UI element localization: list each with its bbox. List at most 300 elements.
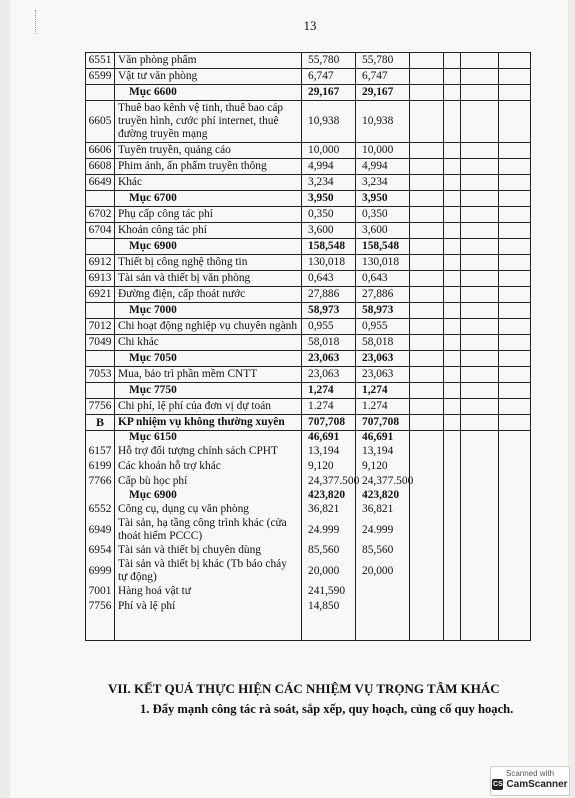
value-cell-1: 14,850 [302, 599, 356, 614]
value-cell-2: 6,747 [356, 69, 410, 85]
name-cell: Chi hoạt động nghiệp vụ chuyên ngành [115, 319, 302, 335]
empty-cell [461, 143, 499, 159]
empty-cell [410, 223, 444, 239]
code-cell [86, 351, 115, 367]
value-cell-2: 4,994 [356, 159, 410, 175]
code-cell: 6913 [86, 271, 115, 287]
empty-cell [461, 383, 499, 399]
empty-cell [461, 614, 499, 641]
empty-cell [410, 474, 444, 489]
empty-cell [461, 287, 499, 303]
empty-cell [499, 614, 531, 641]
value-cell-2: 0,955 [356, 319, 410, 335]
table-row [86, 319, 531, 335]
empty-cell [444, 271, 461, 287]
empty-cell [461, 431, 499, 445]
table-row [86, 367, 531, 383]
empty-cell [410, 399, 444, 415]
name-cell: Tài sản và thiết bị văn phòng [115, 271, 302, 287]
code-cell: 6954 [86, 543, 115, 558]
empty-cell [499, 85, 531, 101]
empty-cell [499, 143, 531, 159]
empty-cell [499, 599, 531, 614]
value-cell-2: 1.274 [356, 399, 410, 415]
value-cell-2: 158,548 [356, 239, 410, 255]
table-row [86, 159, 531, 175]
table-row [86, 85, 531, 101]
name-cell: Phim ảnh, ấn phẩm truyền thông [115, 159, 302, 175]
empty-cell [410, 351, 444, 367]
value-cell-1: 85,560 [302, 543, 356, 558]
empty-cell [444, 239, 461, 255]
name-cell: Chi khác [115, 335, 302, 351]
name-cell: Hỗ trợ đối tượng chính sách CPHT [115, 444, 302, 459]
value-cell-1: 20,000 [302, 558, 356, 584]
value-cell-2: 36,821 [356, 502, 410, 517]
empty-cell [444, 85, 461, 101]
value-cell-1: 58,973 [302, 303, 356, 319]
value-cell-1: 29,167 [302, 85, 356, 101]
empty-cell [499, 271, 531, 287]
empty-cell [444, 159, 461, 175]
table-row [86, 271, 531, 287]
name-cell: Mục 6700 [115, 191, 302, 207]
empty-cell [410, 431, 444, 445]
empty-cell [499, 383, 531, 399]
value-cell-2: 20,000 [356, 558, 410, 584]
value-cell-2: 58,973 [356, 303, 410, 319]
empty-cell [499, 191, 531, 207]
empty-cell [444, 444, 461, 459]
value-cell-1: 423,820 [302, 489, 356, 502]
value-cell-1: 10,938 [302, 101, 356, 143]
name-cell: Mục 7000 [115, 303, 302, 319]
name-cell: Thiết bị công nghệ thông tin [115, 255, 302, 271]
name-cell: Hàng hoá vật tư [115, 584, 302, 599]
empty-cell [499, 474, 531, 489]
table-row [86, 474, 531, 489]
empty-cell [499, 415, 531, 431]
empty-cell [499, 351, 531, 367]
empty-cell [461, 367, 499, 383]
empty-cell [499, 543, 531, 558]
empty-cell [499, 319, 531, 335]
name-cell: Mục 6900 [115, 239, 302, 255]
empty-cell [444, 223, 461, 239]
table-row [86, 191, 531, 207]
value-cell-1: 24,377.500 [302, 474, 356, 489]
empty-cell [444, 474, 461, 489]
value-cell-2: 23,063 [356, 351, 410, 367]
code-cell [86, 239, 115, 255]
table-row [86, 335, 531, 351]
table-row [86, 558, 531, 584]
empty-cell [499, 207, 531, 223]
code-cell: 6649 [86, 175, 115, 191]
camscanner-logo-icon: CS [493, 781, 503, 788]
empty-cell [444, 207, 461, 223]
code-cell: 6599 [86, 69, 115, 85]
empty-cell [444, 255, 461, 271]
empty-cell [461, 517, 499, 543]
empty-cell [410, 53, 444, 69]
value-cell-2: 0,643 [356, 271, 410, 287]
value-cell-1: 1,274 [302, 383, 356, 399]
code-cell: 6949 [86, 517, 115, 543]
value-cell-1: 707,708 [302, 415, 356, 431]
table-row [86, 383, 531, 399]
name-cell: Tài sản và thiết bị chuyên dùng [115, 543, 302, 558]
code-cell: 7756 [86, 399, 115, 415]
empty-cell [410, 303, 444, 319]
subsection-heading: 1. Đẩy mạnh công tác rà soát, sắp xếp, quy hoạch, củng cố quy hoạch. [140, 702, 514, 716]
empty-cell [461, 399, 499, 415]
empty-cell [499, 502, 531, 517]
empty-cell [444, 287, 461, 303]
camscanner-watermark [490, 766, 570, 796]
table-row [86, 489, 531, 502]
value-cell-1: 10,000 [302, 143, 356, 159]
empty-cell [410, 367, 444, 383]
table-row [86, 584, 531, 599]
empty-cell [461, 543, 499, 558]
code-cell: 7053 [86, 367, 115, 383]
empty-cell [461, 351, 499, 367]
value-cell-2: 46,691 [356, 431, 410, 445]
empty-cell [444, 335, 461, 351]
value-cell-2: 130,018 [356, 255, 410, 271]
code-cell: 6912 [86, 255, 115, 271]
watermark-brand: CamScanner [506, 779, 568, 790]
value-cell-1: 58,018 [302, 335, 356, 351]
value-cell-2: 9,120 [356, 459, 410, 474]
value-cell-2 [356, 584, 410, 599]
empty-cell [461, 53, 499, 69]
empty-cell [444, 599, 461, 614]
value-cell-1: 24.999 [302, 517, 356, 543]
empty-cell [444, 143, 461, 159]
name-cell: Thuê bao kênh vệ tinh, thuê bao cáp truyền hình, cước phí internet, thuê đường truyền mạng [115, 101, 302, 143]
value-cell-1: 4,994 [302, 159, 356, 175]
empty-cell [499, 159, 531, 175]
empty-cell [410, 85, 444, 101]
empty-cell [410, 271, 444, 287]
empty-cell [499, 444, 531, 459]
value-cell-2: 0,350 [356, 207, 410, 223]
empty-cell [499, 584, 531, 599]
table-row [86, 459, 531, 474]
empty-cell [444, 517, 461, 543]
empty-cell [410, 287, 444, 303]
empty-cell [410, 207, 444, 223]
empty-cell [461, 207, 499, 223]
empty-cell [444, 399, 461, 415]
code-cell: 7012 [86, 319, 115, 335]
value-cell-2: 13,194 [356, 444, 410, 459]
empty-cell [444, 191, 461, 207]
watermark-caption: Scanned with [505, 769, 555, 778]
table-row [86, 69, 531, 85]
name-cell: Mua, bảo trì phần mềm CNTT [115, 367, 302, 383]
empty-cell [499, 255, 531, 271]
table-row [86, 101, 531, 143]
empty-cell [410, 159, 444, 175]
name-cell: KP nhiệm vụ không thường xuyên [115, 415, 302, 431]
name-cell: Mục 6900 [115, 489, 302, 502]
value-cell-1: 0,350 [302, 207, 356, 223]
empty-cell [444, 53, 461, 69]
code-cell [86, 303, 115, 319]
empty-cell [410, 502, 444, 517]
code-cell: 6605 [86, 101, 115, 143]
empty-cell [499, 101, 531, 143]
empty-cell [410, 69, 444, 85]
name-cell: Mục 7750 [115, 383, 302, 399]
table-row [86, 415, 531, 431]
code-cell [86, 85, 115, 101]
table-row [86, 543, 531, 558]
table-row [86, 502, 531, 517]
empty-cell [444, 431, 461, 445]
table-row [86, 517, 531, 543]
code-cell: 6704 [86, 223, 115, 239]
empty-cell [410, 383, 444, 399]
empty-cell [461, 101, 499, 143]
code-cell: 7766 [86, 474, 115, 489]
table-row [86, 207, 531, 223]
table-row [86, 599, 531, 614]
empty-cell [302, 614, 356, 641]
empty-cell [410, 614, 444, 641]
code-cell: 6702 [86, 207, 115, 223]
empty-cell [461, 444, 499, 459]
code-cell: 6552 [86, 502, 115, 517]
name-cell: Cấp bù học phí [115, 474, 302, 489]
empty-cell [410, 143, 444, 159]
empty-cell [461, 303, 499, 319]
value-cell-1: 3,950 [302, 191, 356, 207]
code-cell [86, 489, 115, 502]
value-cell-1: 1.274 [302, 399, 356, 415]
empty-cell [461, 474, 499, 489]
empty-cell [461, 175, 499, 191]
name-cell: Vật tư văn phòng [115, 69, 302, 85]
empty-cell [444, 383, 461, 399]
empty-cell [444, 101, 461, 143]
empty-cell [499, 558, 531, 584]
table-row [86, 444, 531, 459]
value-cell-1: 130,018 [302, 255, 356, 271]
empty-cell [461, 319, 499, 335]
empty-cell [461, 599, 499, 614]
empty-cell [461, 159, 499, 175]
empty-cell [444, 502, 461, 517]
empty-cell [461, 489, 499, 502]
value-cell-2: 27,886 [356, 287, 410, 303]
empty-cell [499, 303, 531, 319]
empty-cell [115, 614, 302, 641]
empty-cell [499, 223, 531, 239]
empty-cell [444, 303, 461, 319]
value-cell-2: 24,377.500 [356, 474, 410, 489]
value-cell-2: 23,063 [356, 367, 410, 383]
table-row [86, 399, 531, 415]
name-cell: Khoán công tác phí [115, 223, 302, 239]
value-cell-2: 707,708 [356, 415, 410, 431]
empty-cell [444, 69, 461, 85]
name-cell: Các khoản hỗ trợ khác [115, 459, 302, 474]
table-row [86, 431, 531, 445]
name-cell: Tài sản và thiết bị khác (Tb báo cháy tự động) [115, 558, 302, 584]
code-cell: 6157 [86, 444, 115, 459]
empty-cell [410, 335, 444, 351]
empty-cell [499, 459, 531, 474]
value-cell-1: 9,120 [302, 459, 356, 474]
table-row [86, 255, 531, 271]
name-cell: Đường điện, cấp thoát nước [115, 287, 302, 303]
code-cell: 6921 [86, 287, 115, 303]
name-cell: Tài sản, hạ tầng công trình khác (cửa thoát hiểm PCCC) [115, 517, 302, 543]
empty-cell [499, 69, 531, 85]
empty-cell [461, 85, 499, 101]
empty-cell [410, 489, 444, 502]
value-cell-1: 13,194 [302, 444, 356, 459]
table-row [86, 351, 531, 367]
empty-cell [444, 367, 461, 383]
value-cell-2: 24.999 [356, 517, 410, 543]
empty-cell [444, 459, 461, 474]
empty-cell [499, 431, 531, 445]
page-number: 13 [303, 18, 317, 33]
name-cell: Mục 6600 [115, 85, 302, 101]
code-cell: 6608 [86, 159, 115, 175]
empty-cell [410, 319, 444, 335]
empty-cell [461, 239, 499, 255]
empty-cell [410, 101, 444, 143]
code-cell: 6999 [86, 558, 115, 584]
value-cell-1: 158,548 [302, 239, 356, 255]
name-cell: Phí và lệ phí [115, 599, 302, 614]
value-cell-2: 423,820 [356, 489, 410, 502]
empty-cell [499, 367, 531, 383]
code-cell: 7756 [86, 599, 115, 614]
empty-cell [444, 614, 461, 641]
empty-cell [499, 53, 531, 69]
empty-cell [461, 191, 499, 207]
name-cell: Phụ cấp công tác phí [115, 207, 302, 223]
empty-cell [499, 287, 531, 303]
code-cell: 6199 [86, 459, 115, 474]
value-cell-1: 241,590 [302, 584, 356, 599]
value-cell-1: 6,747 [302, 69, 356, 85]
empty-cell [444, 558, 461, 584]
table-row [86, 239, 531, 255]
value-cell-1: 27,886 [302, 287, 356, 303]
empty-cell [410, 543, 444, 558]
value-cell-2: 10,938 [356, 101, 410, 143]
code-cell: 6606 [86, 143, 115, 159]
empty-cell [461, 415, 499, 431]
code-cell [86, 431, 115, 445]
value-cell-2: 29,167 [356, 85, 410, 101]
name-cell: Chi phí, lệ phí của đơn vị dự toán [115, 399, 302, 415]
empty-cell [499, 489, 531, 502]
empty-cell [461, 335, 499, 351]
empty-cell [499, 399, 531, 415]
code-cell: 7001 [86, 584, 115, 599]
empty-cell [499, 175, 531, 191]
value-cell-2 [356, 599, 410, 614]
empty-cell [444, 584, 461, 599]
value-cell-1: 55,780 [302, 53, 356, 69]
empty-cell [410, 584, 444, 599]
name-cell: Công cụ, dụng cụ văn phòng [115, 502, 302, 517]
value-cell-2: 3,234 [356, 175, 410, 191]
table-row [86, 53, 531, 69]
empty-cell [461, 255, 499, 271]
empty-cell [499, 335, 531, 351]
section-heading: VII. KẾT QUẢ THỰC HIỆN CÁC NHIỆM VỤ TRỌNG TÂM KHÁC [108, 681, 500, 696]
empty-cell [410, 459, 444, 474]
value-cell-1: 46,691 [302, 431, 356, 445]
empty-cell [461, 69, 499, 85]
value-cell-2: 1,274 [356, 383, 410, 399]
value-cell-1: 36,821 [302, 502, 356, 517]
empty-cell [410, 255, 444, 271]
name-cell: Tuyên truyền, quảng cáo [115, 143, 302, 159]
empty-cell [410, 415, 444, 431]
value-cell-1: 23,063 [302, 351, 356, 367]
value-cell-1: 3,600 [302, 223, 356, 239]
table-row [86, 223, 531, 239]
value-cell-1: 0,643 [302, 271, 356, 287]
code-cell [86, 191, 115, 207]
table-row [86, 287, 531, 303]
code-cell: B [86, 415, 115, 431]
empty-cell [444, 415, 461, 431]
empty-cell [410, 191, 444, 207]
empty-cell [410, 599, 444, 614]
code-cell: 7049 [86, 335, 115, 351]
empty-cell [444, 175, 461, 191]
empty-cell [461, 502, 499, 517]
name-cell: Văn phòng phẩm [115, 53, 302, 69]
value-cell-2: 10,000 [356, 143, 410, 159]
empty-cell [461, 558, 499, 584]
empty-cell [499, 517, 531, 543]
empty-cell [461, 223, 499, 239]
empty-cell [444, 489, 461, 502]
empty-cell [410, 444, 444, 459]
code-cell: 6551 [86, 53, 115, 69]
value-cell-2: 3,950 [356, 191, 410, 207]
value-cell-1: 23,063 [302, 367, 356, 383]
empty-cell [410, 517, 444, 543]
empty-cell [86, 614, 115, 641]
value-cell-1: 3,234 [302, 175, 356, 191]
value-cell-2: 55,780 [356, 53, 410, 69]
empty-cell [444, 543, 461, 558]
code-cell [86, 383, 115, 399]
table-row [86, 143, 531, 159]
empty-cell [461, 459, 499, 474]
table-row [86, 303, 531, 319]
value-cell-2: 85,560 [356, 543, 410, 558]
empty-cell [499, 239, 531, 255]
empty-cell [461, 584, 499, 599]
name-cell: Mục 6150 [115, 431, 302, 445]
empty-cell [444, 351, 461, 367]
